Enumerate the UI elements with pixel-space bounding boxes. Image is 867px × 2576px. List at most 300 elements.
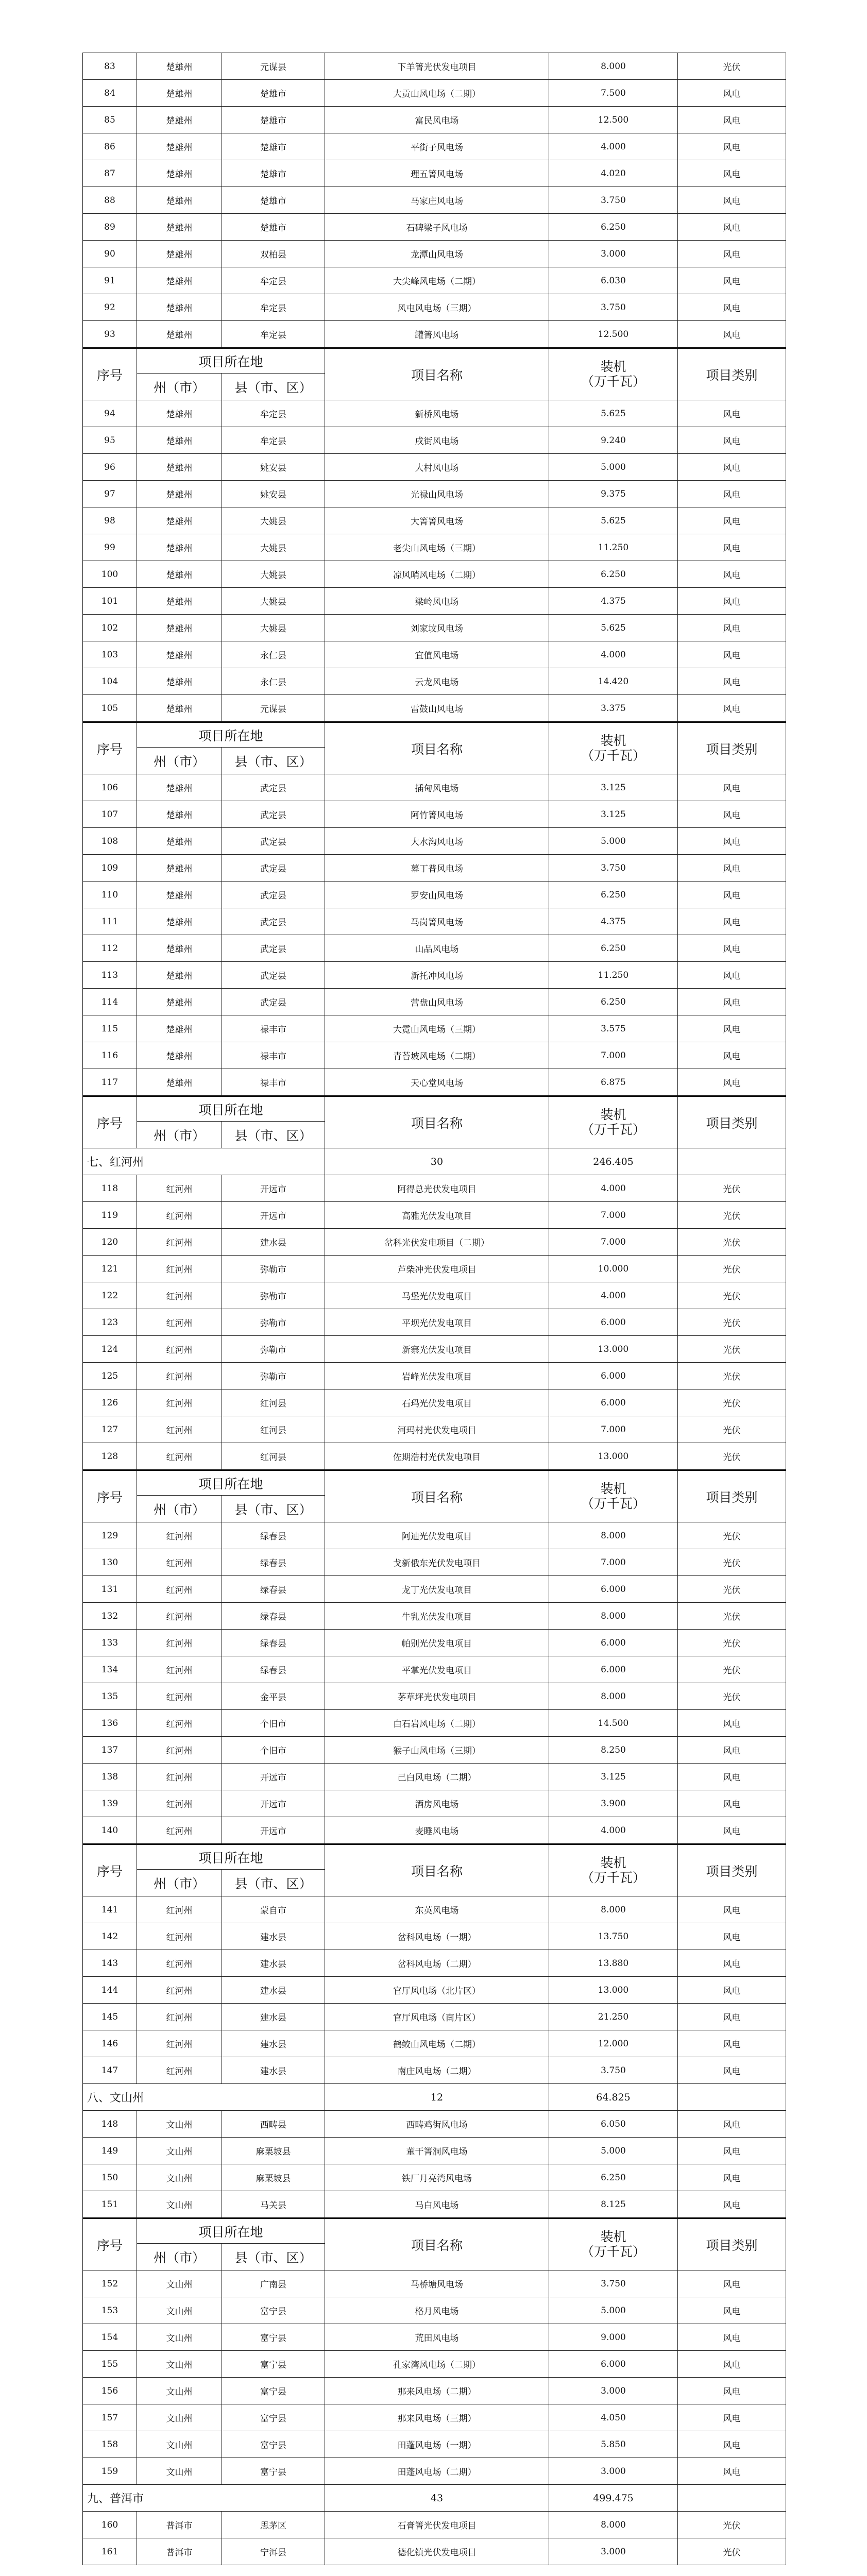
cell-county: 楚雄市 [222, 133, 325, 160]
table-row [83, 2111, 786, 2138]
cell-prefecture: 普洱市 [137, 2538, 222, 2565]
header-no: 序号 [83, 1096, 137, 1148]
cell-county: 富宁县 [222, 2404, 325, 2431]
cell-prefecture: 红河州 [137, 1363, 222, 1389]
header-capacity-line1: 装机 [600, 359, 626, 374]
cell-prefecture: 红河州 [137, 1630, 222, 1656]
cell-project-name: 龙丁光伏发电项目 [325, 1576, 549, 1603]
subtotal-row [83, 2084, 786, 2111]
cell-prefecture: 红河州 [137, 1683, 222, 1710]
cell-county: 永仁县 [222, 668, 325, 695]
header-no: 序号 [83, 1844, 137, 1896]
cell-prefecture: 楚雄州 [137, 214, 222, 241]
cell-no: 103 [83, 641, 137, 668]
cell-no: 152 [83, 2270, 137, 2297]
table-row [83, 400, 786, 427]
header-prefecture: 州（市） [137, 1870, 222, 1896]
cell-type: 风电 [678, 80, 786, 107]
cell-no: 134 [83, 1656, 137, 1683]
header-prefecture: 州（市） [137, 374, 222, 400]
cell-project-name: 凉风哨风电场（二期） [325, 561, 549, 588]
cell-county: 武定县 [222, 935, 325, 962]
table-row [83, 908, 786, 935]
cell-project-name: 大箐箐风电场 [325, 507, 549, 534]
header-county: 县（市、区） [222, 374, 325, 400]
subtotal-capacity: 499.475 [549, 2485, 678, 2512]
cell-prefecture: 楚雄州 [137, 1015, 222, 1042]
cell-capacity: 6.875 [549, 1069, 678, 1096]
cell-county: 富宁县 [222, 2324, 325, 2351]
subtotal-label: 八、文山州 [83, 2084, 325, 2111]
header-capacity [549, 1844, 678, 1896]
cell-capacity: 5.000 [549, 828, 678, 855]
cell-county: 楚雄市 [222, 160, 325, 187]
cell-prefecture: 红河州 [137, 2057, 222, 2084]
table-row [83, 774, 786, 801]
cell-project-name: 那来风电场（二期） [325, 2378, 549, 2404]
cell-project-name: 幕丁普风电场 [325, 855, 549, 882]
cell-prefecture: 红河州 [137, 1817, 222, 1844]
cell-prefecture: 楚雄州 [137, 400, 222, 427]
cell-county: 绿春县 [222, 1656, 325, 1683]
table-row [83, 2324, 786, 2351]
cell-capacity: 6.000 [549, 1576, 678, 1603]
cell-no: 94 [83, 400, 137, 427]
header-county: 县（市、区） [222, 1496, 325, 1522]
cell-type: 光伏 [678, 1282, 786, 1309]
cell-project-name: 铁厂月亮湾风电场 [325, 2164, 549, 2191]
cell-no: 143 [83, 1950, 137, 1977]
cell-prefecture: 红河州 [137, 1923, 222, 1950]
cell-type: 风电 [678, 2164, 786, 2191]
table-row [83, 1683, 786, 1710]
cell-no: 100 [83, 561, 137, 588]
cell-project-name: 新寨光伏发电项目 [325, 1336, 549, 1363]
cell-county: 建水县 [222, 2057, 325, 2084]
cell-capacity: 4.000 [549, 133, 678, 160]
cell-county: 武定县 [222, 828, 325, 855]
cell-project-name: 田蓬风电场（二期） [325, 2458, 549, 2485]
cell-prefecture: 楚雄州 [137, 882, 222, 908]
cell-project-name: 平坝光伏发电项目 [325, 1309, 549, 1336]
cell-type: 光伏 [678, 1229, 786, 1256]
table-row [83, 1389, 786, 1416]
cell-prefecture: 楚雄州 [137, 1069, 222, 1096]
header-capacity [549, 722, 678, 774]
cell-project-name: 东英风电场 [325, 1896, 549, 1923]
cell-type: 风电 [678, 1790, 786, 1817]
cell-type: 风电 [678, 2297, 786, 2324]
cell-capacity: 3.750 [549, 2270, 678, 2297]
cell-prefecture: 红河州 [137, 1443, 222, 1470]
cell-no: 129 [83, 1522, 137, 1549]
cell-county: 大姚县 [222, 588, 325, 615]
cell-county: 姚安县 [222, 454, 325, 481]
cell-type: 风电 [678, 133, 786, 160]
header-capacity [549, 1096, 678, 1148]
cell-project-name: 罗安山风电场 [325, 882, 549, 908]
cell-no: 139 [83, 1790, 137, 1817]
table-row [83, 1175, 786, 1202]
cell-county: 富宁县 [222, 2458, 325, 2485]
cell-county: 武定县 [222, 855, 325, 882]
cell-no: 106 [83, 774, 137, 801]
cell-capacity: 7.000 [549, 1202, 678, 1229]
cell-county: 禄丰市 [222, 1069, 325, 1096]
cell-no: 135 [83, 1683, 137, 1710]
cell-type: 风电 [678, 908, 786, 935]
cell-prefecture: 红河州 [137, 1764, 222, 1790]
cell-county: 个旧市 [222, 1710, 325, 1737]
cell-type: 风电 [678, 534, 786, 561]
cell-project-name: 西畴鸡街风电场 [325, 2111, 549, 2138]
cell-county: 弥勒市 [222, 1309, 325, 1336]
cell-prefecture: 楚雄州 [137, 855, 222, 882]
cell-project-name: 下羊箐光伏发电项目 [325, 53, 549, 80]
cell-county: 西畴县 [222, 2111, 325, 2138]
cell-prefecture: 楚雄州 [137, 133, 222, 160]
cell-capacity: 6.250 [549, 882, 678, 908]
cell-capacity: 4.375 [549, 908, 678, 935]
cell-prefecture: 文山州 [137, 2458, 222, 2485]
cell-type: 风电 [678, 160, 786, 187]
cell-type: 风电 [678, 774, 786, 801]
header-no: 序号 [83, 2218, 137, 2270]
cell-no: 109 [83, 855, 137, 882]
table-row [83, 1363, 786, 1389]
cell-type: 风电 [678, 2138, 786, 2164]
table-row [83, 1069, 786, 1096]
cell-project-name: 戈新俄东光伏发电项目 [325, 1549, 549, 1576]
cell-county: 武定县 [222, 989, 325, 1015]
cell-prefecture: 红河州 [137, 1896, 222, 1923]
cell-capacity: 3.375 [549, 695, 678, 722]
table-row [83, 133, 786, 160]
cell-no: 99 [83, 534, 137, 561]
header-capacity [549, 1470, 678, 1522]
cell-county: 禄丰市 [222, 1042, 325, 1069]
cell-prefecture: 楚雄州 [137, 267, 222, 294]
table-row [83, 214, 786, 241]
cell-prefecture: 楚雄州 [137, 160, 222, 187]
cell-capacity: 5.625 [549, 400, 678, 427]
subtotal-count: 12 [325, 2084, 549, 2111]
cell-no: 136 [83, 1710, 137, 1737]
cell-county: 建水县 [222, 2030, 325, 2057]
subtotal-label: 七、红河州 [83, 1148, 325, 1175]
subtotal-empty [678, 2485, 786, 2512]
cell-capacity: 4.050 [549, 2404, 678, 2431]
cell-county: 开远市 [222, 1202, 325, 1229]
cell-capacity: 12.000 [549, 2030, 678, 2057]
cell-capacity: 5.625 [549, 507, 678, 534]
cell-capacity: 7.500 [549, 80, 678, 107]
cell-project-name: 芦柴冲光伏发电项目 [325, 1256, 549, 1282]
cell-type: 风电 [678, 2030, 786, 2057]
cell-project-name: 岔科风电场（一期） [325, 1923, 549, 1950]
cell-capacity: 3.750 [549, 2057, 678, 2084]
cell-capacity: 4.000 [549, 1175, 678, 1202]
cell-no: 91 [83, 267, 137, 294]
cell-type: 风电 [678, 2458, 786, 2485]
cell-type: 风电 [678, 454, 786, 481]
cell-project-name: 理五箐风电场 [325, 160, 549, 187]
cell-project-name: 大贡山风电场（二期） [325, 80, 549, 107]
cell-type: 风电 [678, 321, 786, 348]
cell-no: 96 [83, 454, 137, 481]
cell-no: 105 [83, 695, 137, 722]
cell-prefecture: 文山州 [137, 2431, 222, 2458]
cell-prefecture: 红河州 [137, 1202, 222, 1229]
cell-no: 158 [83, 2431, 137, 2458]
cell-project-name: 荒田风电场 [325, 2324, 549, 2351]
cell-no: 133 [83, 1630, 137, 1656]
cell-no: 128 [83, 1443, 137, 1470]
cell-county: 弥勒市 [222, 1282, 325, 1309]
cell-no: 120 [83, 1229, 137, 1256]
subtotal-count: 43 [325, 2485, 549, 2512]
cell-prefecture: 红河州 [137, 1710, 222, 1737]
cell-capacity: 6.250 [549, 935, 678, 962]
table-row [83, 1656, 786, 1683]
cell-type: 光伏 [678, 1202, 786, 1229]
cell-county: 开远市 [222, 1175, 325, 1202]
cell-project-name: 官厅风电场（南片区） [325, 2004, 549, 2030]
cell-type: 光伏 [678, 1175, 786, 1202]
table-row [83, 2404, 786, 2431]
cell-type: 风电 [678, 935, 786, 962]
cell-type: 风电 [678, 561, 786, 588]
cell-capacity: 8.250 [549, 1737, 678, 1764]
cell-capacity: 6.030 [549, 267, 678, 294]
cell-county: 武定县 [222, 774, 325, 801]
cell-project-name: 大尖峰风电场（二期） [325, 267, 549, 294]
cell-capacity: 3.125 [549, 774, 678, 801]
cell-project-name: 云龙风电场 [325, 668, 549, 695]
header-row [83, 2218, 786, 2244]
cell-county: 元谋县 [222, 695, 325, 722]
cell-county: 大姚县 [222, 534, 325, 561]
cell-no: 138 [83, 1764, 137, 1790]
cell-prefecture: 楚雄州 [137, 774, 222, 801]
cell-capacity: 3.000 [549, 241, 678, 267]
cell-prefecture: 红河州 [137, 1603, 222, 1630]
table-row [83, 561, 786, 588]
table-row [83, 1015, 786, 1042]
cell-capacity: 3.900 [549, 1790, 678, 1817]
table-row [83, 241, 786, 267]
header-no: 序号 [83, 348, 137, 400]
cell-prefecture: 文山州 [137, 2164, 222, 2191]
cell-county: 绿春县 [222, 1576, 325, 1603]
cell-prefecture: 楚雄州 [137, 80, 222, 107]
header-name: 项目名称 [325, 722, 549, 774]
cell-prefecture: 红河州 [137, 1737, 222, 1764]
cell-capacity: 6.250 [549, 2164, 678, 2191]
header-row [83, 722, 786, 748]
subtotal-row [83, 2485, 786, 2512]
header-type: 项目类别 [678, 1096, 786, 1148]
cell-project-name: 牛乳光伏发电项目 [325, 1603, 549, 1630]
cell-capacity: 3.000 [549, 2458, 678, 2485]
cell-no: 123 [83, 1309, 137, 1336]
cell-project-name: 马家庄风电场 [325, 187, 549, 214]
cell-capacity: 13.000 [549, 1336, 678, 1363]
cell-no: 126 [83, 1389, 137, 1416]
cell-county: 开远市 [222, 1817, 325, 1844]
cell-county: 大姚县 [222, 561, 325, 588]
cell-prefecture: 楚雄州 [137, 187, 222, 214]
cell-capacity: 3.575 [549, 1015, 678, 1042]
cell-type: 风电 [678, 2431, 786, 2458]
table-row [83, 267, 786, 294]
cell-project-name: 那来风电场（三期） [325, 2404, 549, 2431]
cell-type: 风电 [678, 828, 786, 855]
table-row [83, 989, 786, 1015]
table-row [83, 1710, 786, 1737]
cell-project-name: 佐期浩村光伏发电项目 [325, 1443, 549, 1470]
cell-no: 86 [83, 133, 137, 160]
cell-type: 光伏 [678, 1389, 786, 1416]
header-capacity-line2: （万千瓦） [581, 748, 645, 763]
cell-capacity: 8.000 [549, 53, 678, 80]
cell-no: 119 [83, 1202, 137, 1229]
cell-prefecture: 楚雄州 [137, 908, 222, 935]
cell-capacity: 6.000 [549, 1363, 678, 1389]
table-row [83, 1764, 786, 1790]
cell-no: 89 [83, 214, 137, 241]
cell-no: 116 [83, 1042, 137, 1069]
table-row [83, 588, 786, 615]
cell-project-name: 德化镇光伏发电项目 [325, 2538, 549, 2565]
cell-prefecture: 红河州 [137, 1790, 222, 1817]
header-location: 项目所在地 [137, 2218, 325, 2244]
cell-type: 光伏 [678, 1336, 786, 1363]
cell-no: 132 [83, 1603, 137, 1630]
cell-county: 牟定县 [222, 400, 325, 427]
cell-project-name: 南庄风电场（二期） [325, 2057, 549, 2084]
table-row [83, 1309, 786, 1336]
cell-project-name: 大村风电场 [325, 454, 549, 481]
cell-project-name: 阿迪光伏发电项目 [325, 1522, 549, 1549]
cell-type: 光伏 [678, 1603, 786, 1630]
cell-type: 风电 [678, 588, 786, 615]
table-row [83, 80, 786, 107]
cell-prefecture: 红河州 [137, 1336, 222, 1363]
cell-no: 151 [83, 2191, 137, 2218]
table-row [83, 882, 786, 908]
cell-no: 112 [83, 935, 137, 962]
table-row [83, 2512, 786, 2538]
table-row [83, 2351, 786, 2378]
cell-capacity: 6.050 [549, 2111, 678, 2138]
cell-prefecture: 红河州 [137, 1977, 222, 2004]
table-row [83, 2004, 786, 2030]
cell-project-name: 格月风电场 [325, 2297, 549, 2324]
table-row [83, 2030, 786, 2057]
header-capacity-line2: （万千瓦） [581, 1870, 645, 1885]
cell-capacity: 5.625 [549, 615, 678, 641]
cell-type: 风电 [678, 1015, 786, 1042]
cell-capacity: 21.250 [549, 2004, 678, 2030]
table-row [83, 828, 786, 855]
cell-county: 开远市 [222, 1764, 325, 1790]
cell-prefecture: 红河州 [137, 1282, 222, 1309]
cell-county: 大姚县 [222, 615, 325, 641]
cell-capacity: 5.850 [549, 2431, 678, 2458]
cell-no: 93 [83, 321, 137, 348]
cell-type: 风电 [678, 2191, 786, 2218]
table-row [83, 454, 786, 481]
table-row [83, 2138, 786, 2164]
cell-prefecture: 红河州 [137, 1389, 222, 1416]
subtotal-empty [678, 2084, 786, 2111]
table-row [83, 160, 786, 187]
cell-prefecture: 楚雄州 [137, 695, 222, 722]
cell-county: 楚雄市 [222, 187, 325, 214]
cell-no: 160 [83, 2512, 137, 2538]
cell-no: 156 [83, 2378, 137, 2404]
cell-project-name: 官厅风电场（北片区） [325, 1977, 549, 2004]
cell-no: 146 [83, 2030, 137, 2057]
cell-project-name: 罐箐风电场 [325, 321, 549, 348]
cell-capacity: 11.250 [549, 534, 678, 561]
cell-no: 131 [83, 1576, 137, 1603]
cell-project-name: 大水沟风电场 [325, 828, 549, 855]
cell-no: 117 [83, 1069, 137, 1096]
header-prefecture: 州（市） [137, 1496, 222, 1522]
table-row [83, 1282, 786, 1309]
table-row [83, 2191, 786, 2218]
header-capacity-line2: （万千瓦） [581, 2244, 645, 2259]
table-row [83, 1416, 786, 1443]
table-row [83, 1549, 786, 1576]
cell-project-name: 岔科光伏发电项目（二期） [325, 1229, 549, 1256]
table-row [83, 615, 786, 641]
header-county: 县（市、区） [222, 2244, 325, 2270]
cell-county: 双柏县 [222, 241, 325, 267]
header-row [83, 348, 786, 374]
cell-project-name: 帕别光伏发电项目 [325, 1630, 549, 1656]
header-type: 项目类别 [678, 2218, 786, 2270]
cell-type: 光伏 [678, 1549, 786, 1576]
cell-prefecture: 楚雄州 [137, 561, 222, 588]
cell-no: 137 [83, 1737, 137, 1764]
header-prefecture: 州（市） [137, 748, 222, 774]
cell-type: 风电 [678, 1950, 786, 1977]
cell-type: 风电 [678, 2404, 786, 2431]
cell-capacity: 3.125 [549, 801, 678, 828]
cell-county: 牟定县 [222, 267, 325, 294]
table-row [83, 2164, 786, 2191]
cell-capacity: 4.375 [549, 588, 678, 615]
table-row [83, 53, 786, 80]
cell-project-name: 河玛村光伏发电项目 [325, 1416, 549, 1443]
cell-type: 风电 [678, 1977, 786, 2004]
table-row [83, 1229, 786, 1256]
table-row [83, 1522, 786, 1549]
cell-project-name: 龙潭山风电场 [325, 241, 549, 267]
project-table-document [82, 53, 786, 2565]
cell-project-name: 雷鼓山风电场 [325, 695, 549, 722]
cell-county: 牟定县 [222, 427, 325, 454]
cell-type: 风电 [678, 2351, 786, 2378]
cell-project-name: 田蓬风电场（一期） [325, 2431, 549, 2458]
cell-project-name: 新桥风电场 [325, 400, 549, 427]
cell-project-name: 高雅光伏发电项目 [325, 1202, 549, 1229]
project-list-table [82, 53, 786, 2565]
cell-type: 风电 [678, 107, 786, 133]
